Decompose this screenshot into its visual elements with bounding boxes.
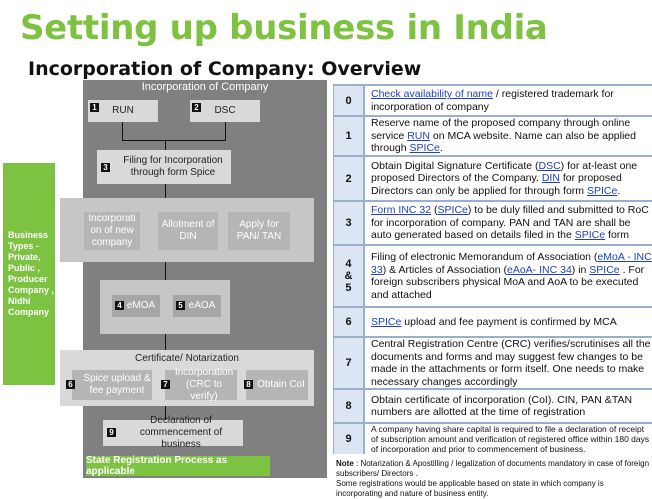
connector-line xyxy=(165,334,166,350)
footnote xyxy=(336,459,650,499)
step-number-cell: 1 xyxy=(334,117,363,155)
form-link[interactable]: SPICe xyxy=(409,142,440,155)
step-text: A company having share capital is required to file a declaration of receipt of subscription amount and verification of registered office within 180 days of incorporation and prior to commencement of business. xyxy=(371,424,650,454)
step-number-cell: 2 xyxy=(334,157,363,200)
step-text: upload and fee payment is confirmed by MCA xyxy=(401,315,617,328)
step-number-cell: 7 xyxy=(334,338,363,388)
spice-upload-box xyxy=(72,370,152,400)
declaration-box xyxy=(103,415,243,450)
step-description-cell xyxy=(365,246,652,306)
step-text: Filing of electronic Memorandum of Association ( xyxy=(371,251,598,263)
form-link[interactable]: Check availability of name xyxy=(371,88,493,100)
step-description-cell xyxy=(365,86,652,115)
step-number-cell: 8 xyxy=(334,390,363,422)
certificate-header: Certificate/ Notarization xyxy=(135,353,239,364)
page-subtitle: Incorporation of Company: Overview xyxy=(28,58,422,80)
page-title: Setting up business in India xyxy=(20,8,548,48)
apply-pan-tan-box xyxy=(228,212,290,250)
step-number-2: 2 xyxy=(192,103,201,112)
form-link[interactable]: DIN xyxy=(541,172,560,185)
step-number-5: 5 xyxy=(176,301,185,310)
form-link[interactable]: SPICe xyxy=(586,184,618,197)
step-description-cell xyxy=(365,424,652,454)
filing-label: Filing for Incorporation through form Spice xyxy=(123,155,223,178)
step-text: ) in xyxy=(571,263,590,276)
dsc-label: DSC xyxy=(214,105,236,116)
form-link[interactable]: SPICe xyxy=(589,263,620,276)
form-link[interactable]: RUN xyxy=(407,129,430,142)
step-number-4: 4 xyxy=(115,301,124,310)
run-label: RUN xyxy=(112,105,134,116)
step-number-cell: 6 xyxy=(334,308,363,336)
step-text: ) & Articles of Association ( xyxy=(382,263,507,276)
connector-line xyxy=(225,122,226,140)
obtain-coi-box xyxy=(246,370,308,400)
form-link[interactable]: eAoA- INC 34 xyxy=(507,263,572,276)
form-link[interactable]: eMoA - INC 33 xyxy=(371,251,652,276)
step-description-cell xyxy=(365,338,652,388)
step-description-text xyxy=(371,338,652,388)
eaoa-label: eAOA xyxy=(188,300,216,311)
note-label: Note xyxy=(336,459,354,468)
flow-header: Incorporation of Company xyxy=(141,81,269,93)
connector-line xyxy=(165,184,166,198)
step-description-text xyxy=(371,394,652,419)
step-text: . xyxy=(617,184,621,197)
step-text: Reserve name of the proposed company through online service xyxy=(371,117,631,142)
step-number-cell: 4 & 5 xyxy=(334,246,363,306)
step-text: on MCA website. Name can also be applied through xyxy=(371,129,636,155)
step-text: ( xyxy=(431,204,438,217)
spice-upload-label: Spice upload & fee payment xyxy=(83,373,151,396)
business-types-panel: Business Types - Private, Public , Producer Company , Nidhi Company xyxy=(3,163,55,385)
step-description-text xyxy=(371,424,652,454)
step-number-7: 7 xyxy=(161,380,170,389)
note-line1: : Notarization & Apostilling / legalization of documents mandatory in case of foreign subscribers/ Directors . xyxy=(336,459,650,478)
emoa-label: eMOA xyxy=(126,300,156,311)
filing-box xyxy=(97,150,231,184)
step-number-cell: 9 xyxy=(334,424,363,454)
obtain-coi-label: Obtain CoI xyxy=(257,379,305,390)
allotment-din-label: Allotment of DIN xyxy=(161,219,215,242)
step-text: Obtain Digital Signature Certificate ( xyxy=(371,159,539,172)
incorporation-crc-label: Incorporation (CRC to verify) xyxy=(174,367,234,402)
form-link[interactable]: Form INC 32 xyxy=(371,204,432,217)
declaration-label: Declaration of commencement of business xyxy=(139,415,223,450)
step-text: / registered trademark for incorporation of company xyxy=(371,88,614,113)
step-text: ) to be duly filled and submitted to RoC for incorporation of company. PAN and TAN are shall be auto generated based on details filed in the xyxy=(371,204,649,242)
step-text: form xyxy=(605,229,630,242)
incorporation-new-company-label: Incorporati on of new company xyxy=(88,213,136,248)
form-link[interactable]: SPICe xyxy=(371,315,402,328)
step-text: ) for at-least one proposed Directors of the Company. xyxy=(371,159,638,185)
step-number-1: 1 xyxy=(90,103,99,112)
note-line2: Some registrations would be applicable based on state in which company is incorporating and nature of business entity. xyxy=(336,479,604,498)
step-description-cell xyxy=(365,157,652,200)
form-link[interactable]: SPICe xyxy=(574,229,606,242)
form-link[interactable]: DSC xyxy=(538,159,561,172)
step-number-9: 9 xyxy=(107,428,116,437)
step-number-cell: 3 xyxy=(334,202,363,244)
step-number-3: 3 xyxy=(101,163,110,172)
step-text: . xyxy=(439,142,443,155)
step-description-cell xyxy=(365,390,652,422)
step-description-text xyxy=(371,160,652,198)
state-registration-bar: State Registration Process as applicable xyxy=(86,456,270,476)
step-number-6: 6 xyxy=(66,380,75,389)
connector-line xyxy=(122,122,123,140)
allotment-din-box xyxy=(158,212,218,250)
apply-pan-tan-label: Apply for PAN/ TAN xyxy=(236,219,282,242)
step-description-text xyxy=(371,316,617,329)
incorporation-new-company-box xyxy=(84,212,140,250)
step-number-cell: 0 xyxy=(334,86,363,115)
step-text: . For foreign subscribers physical MoA and AoA to be executed and attached xyxy=(371,263,645,301)
step-description-cell xyxy=(365,308,652,336)
step-text: Central Registration Centre (CRC) verifies/scrutinises all the documents and forms and may suggest few changes to be made in the attachments or form itself. One needs to make necessary changes accordingly xyxy=(371,338,651,388)
incorporation-crc-box xyxy=(165,367,237,402)
step-description-text xyxy=(371,88,652,113)
form-link[interactable]: SPICe xyxy=(437,204,468,217)
step-number-8: 8 xyxy=(244,380,253,389)
step-description-text xyxy=(371,251,652,301)
step-description-cell xyxy=(365,117,652,155)
step-text: Obtain certificate of incorporation (CoI). CIN, PAN &TAN numbers are allotted at the time of registration xyxy=(371,393,633,418)
step-description-cell xyxy=(365,202,652,244)
step-description-text xyxy=(371,117,652,155)
connector-line xyxy=(165,262,166,280)
connector-line xyxy=(122,140,226,141)
step-description-text xyxy=(371,204,652,242)
connector-line xyxy=(165,140,166,150)
step-text: for proposed Directors can only be applied for through form xyxy=(371,172,622,197)
